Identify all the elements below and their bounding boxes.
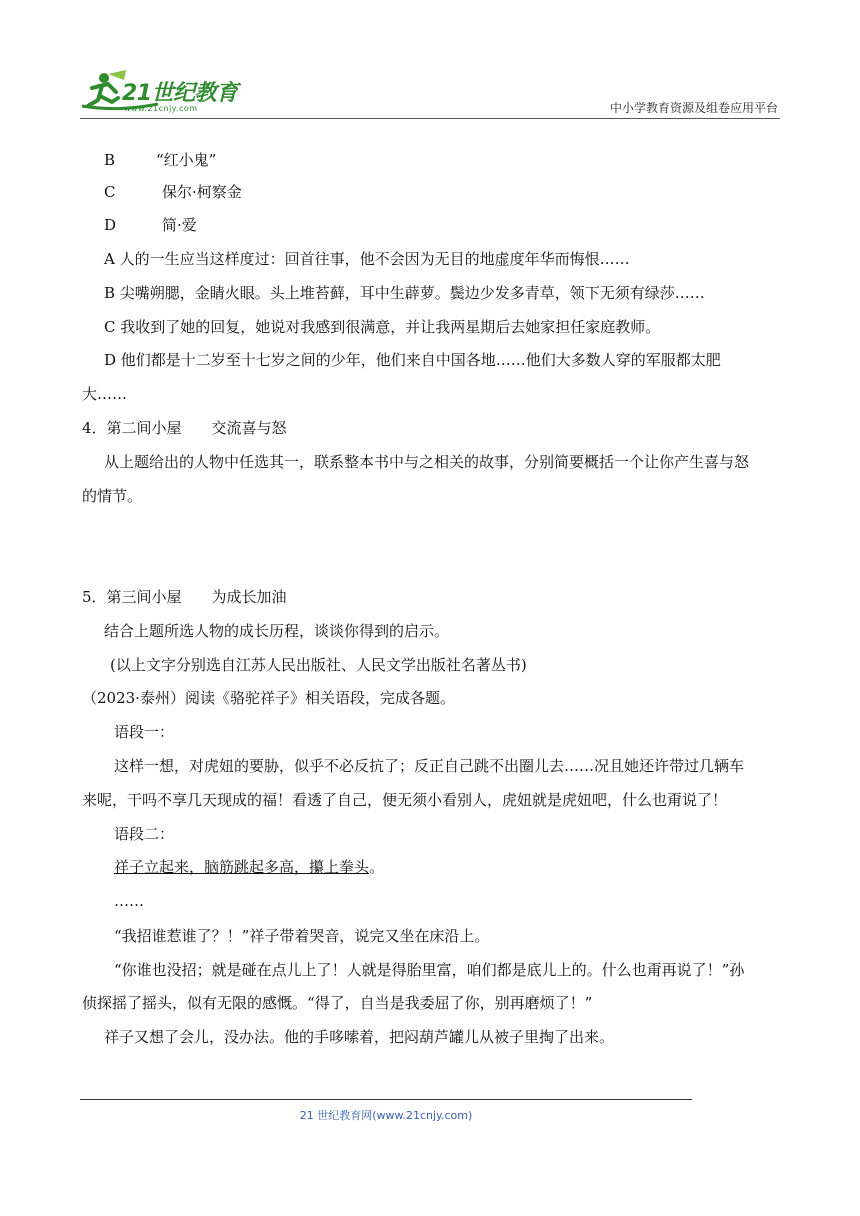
q5-title: 5．第三间小屋 为成长加油 xyxy=(82,588,287,606)
logo-url: www.21cnjy.com xyxy=(124,104,198,113)
reading-intro: （2023·泰州）阅读《骆驼祥子》相关语段，完成各题。 xyxy=(82,689,455,707)
source-note: (以上文字分别选自江苏人民出版社、人民文学出版社名著丛书) xyxy=(110,656,527,674)
q5-body: 结合上题所选人物的成长历程，谈谈你得到的启示。 xyxy=(104,622,450,640)
segment-one-line2: 来呢，干吗不享几天现成的福！看透了自己，便无须小看别人，虎妞就是虎妞吧，什么也甭说了！ xyxy=(82,791,728,809)
option-value: 保尔·柯察金 xyxy=(162,183,242,201)
paragraph-3: 祥子又想了会儿，没办法。他的手哆嗦着，把闷葫芦罐儿从被子里掏了出来。 xyxy=(104,1028,615,1046)
option-key: B xyxy=(104,151,116,169)
option-b xyxy=(104,150,216,170)
option-key: D xyxy=(104,216,117,234)
paragraph-1: “我招谁惹谁了？！”祥子带着哭音，说完又坐在床沿上。 xyxy=(114,927,490,945)
paragraph-2-cont: 侦探摇了摇头，似有无限的感慨。“得了，自当是我委屈了你，别再磨烦了！” xyxy=(82,994,593,1012)
option-value: 简·爱 xyxy=(162,216,197,234)
paragraph-2: “你谁也没招；就是碰在点儿上了！人就是得胎里富，咱们都是底儿上的。什么也甭再说了！”孙 xyxy=(114,961,745,979)
quote-a: A 人的一生应当这样度过：回首往事，他不会因为无目的地虚度年华而悔恨…… xyxy=(104,250,630,268)
footer-text: 21 世纪教育网(www.21cnjy.com) xyxy=(299,1109,473,1122)
footer-divider xyxy=(80,1099,692,1100)
option-c xyxy=(104,182,242,202)
quote-d: D 他们都是十二岁至十七岁之间的少年，他们来自中国各地……他们大多数人穿的军服都太肥 xyxy=(104,351,721,369)
quote-d-cont: 大…… xyxy=(82,385,128,403)
ellipsis: …… xyxy=(114,892,144,910)
segment-one-line1: 这样一想，对虎妞的要胁，似乎不必反抗了；反正自己跳不出圈儿去……况且她还许带过几辆车 xyxy=(114,757,745,775)
quote-b: B 尖嘴朔腮，金睛火眼。头上堆苔藓，耳中生薜萝。鬓边少发多青草，领下无须有绿莎…… xyxy=(104,284,705,302)
platform-name: 中小学教育资源及组卷应用平台 xyxy=(609,101,778,115)
segment-one-label: 语段一： xyxy=(114,723,175,741)
option-value: “红小鬼” xyxy=(156,151,217,169)
segment-two-label: 语段二： xyxy=(114,825,175,843)
logo-text: 21世纪教育 xyxy=(122,81,238,106)
segment-two-first-line xyxy=(114,857,384,877)
q4-title: 4．第二间小屋 交流喜与怒 xyxy=(82,419,287,437)
underlined-sentence: 祥子立起来，脑筋跳起多高，攥上拳头 xyxy=(114,858,370,876)
q4-body: 从上题给出的人物中任选其一，联系整本书中与之相关的故事，分别简要概括一个让你产生喜与怒 xyxy=(104,453,750,471)
option-key: C xyxy=(104,183,116,201)
quote-c: C 我收到了她的回复，她说对我感到很满意，并让我两星期后去她家担任家庭教师。 xyxy=(104,318,661,336)
option-d xyxy=(104,215,197,235)
q4-body-cont: 的情节。 xyxy=(82,487,143,505)
sentence-period: 。 xyxy=(369,858,385,876)
header-divider xyxy=(80,118,780,119)
